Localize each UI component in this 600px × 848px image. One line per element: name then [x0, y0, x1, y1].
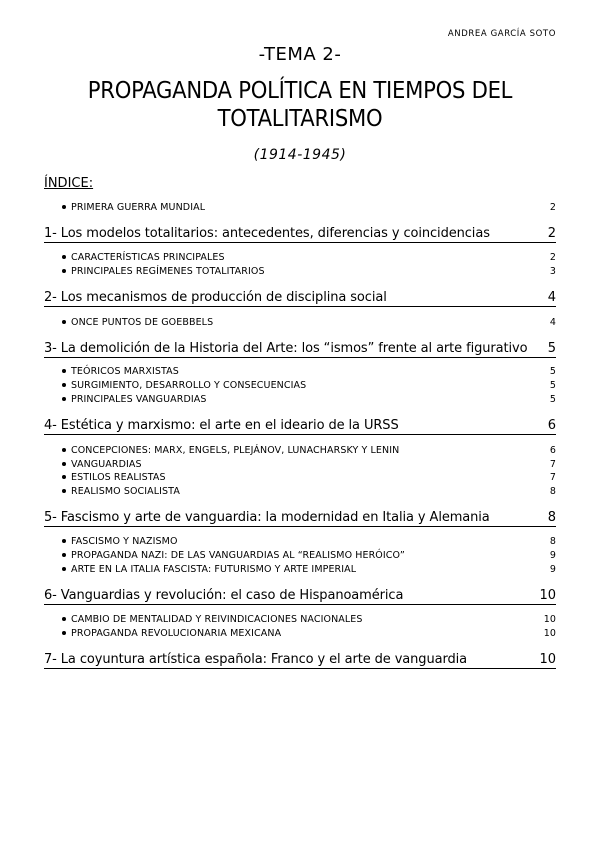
- toc-section-label: 5- Fascismo y arte de vanguardia: la modernidad en Italia y Alemania: [44, 510, 490, 525]
- toc-page-number: 6: [549, 445, 556, 456]
- toc-section-label: 6- Vanguardias y revolución: el caso de Hispanoamérica: [44, 588, 404, 603]
- toc-subitem-label: CONCEPCIONES: MARX, ENGELS, PLEJÁNOV, LUNACHARSKY Y LENIN: [62, 444, 399, 457]
- bullet-icon: [62, 320, 66, 324]
- toc-subitem: [62, 613, 556, 626]
- bullet-icon: [62, 539, 66, 543]
- date-range: (1914-1945): [253, 147, 347, 163]
- toc-section-4: [44, 417, 556, 435]
- toc-subitem: [62, 379, 556, 392]
- toc-page-number: 9: [549, 550, 556, 561]
- index-heading: ÍNDICE:: [44, 176, 94, 191]
- toc-subitem: [62, 485, 556, 498]
- toc-page-number: 7: [549, 459, 556, 470]
- toc-subitem: [62, 563, 556, 576]
- toc-subitem-label: PRINCIPALES REGÍMENES TOTALITARIOS: [62, 265, 265, 278]
- toc-page-number: 8: [547, 510, 556, 525]
- toc-page-number: 8: [549, 486, 556, 497]
- bullet-icon: [62, 383, 66, 387]
- bullet-icon: [62, 255, 66, 259]
- toc-page-number: 5: [547, 341, 556, 356]
- title-line-1: PROPAGANDA POLÍTICA EN TIEMPOS DEL: [87, 78, 513, 104]
- toc-subitem-label: CARACTERÍSTICAS PRINCIPALES: [62, 251, 225, 264]
- toc-subitem-label: TEÓRICOS MARXISTAS: [62, 365, 179, 378]
- bullet-icon: [62, 567, 66, 571]
- toc-subitem: [62, 265, 556, 278]
- toc-subitem: [62, 627, 556, 640]
- bullet-icon: [62, 269, 66, 273]
- toc-section-label: 7- La coyuntura artística española: Franco y el arte de vanguardia: [44, 652, 468, 667]
- bullet-icon: [62, 448, 66, 452]
- author-name: ANDREA GARCÍA SOTO: [447, 29, 556, 39]
- toc-section-label: 4- Estética y marxismo: el arte en el ideario de la URSS: [44, 418, 399, 433]
- toc-page-number: 10: [539, 588, 556, 603]
- toc-subitem: [62, 201, 556, 214]
- toc-section-6: [44, 587, 556, 605]
- toc-subitem-label: PROPAGANDA REVOLUCIONARIA MEXICANA: [62, 627, 281, 640]
- toc-section-label: 3- La demolición de la Historia del Arte: los “ismos” frente al arte figurativo: [44, 341, 528, 356]
- toc-section-7: [44, 651, 556, 669]
- toc-page-number: 2: [549, 252, 556, 263]
- toc-subitem: [62, 316, 556, 329]
- toc-subitem: [62, 471, 556, 484]
- bullet-icon: [62, 205, 66, 209]
- toc-page-number: 2: [549, 202, 556, 213]
- toc-subitem: [62, 444, 556, 457]
- toc-page-number: 10: [543, 614, 556, 625]
- bullet-icon: [62, 397, 66, 401]
- toc-section-5: [44, 509, 556, 527]
- bullet-icon: [62, 553, 66, 557]
- toc-page-number: 7: [549, 472, 556, 483]
- toc-page-number: 4: [549, 317, 556, 328]
- toc-page-number: 6: [547, 418, 556, 433]
- toc-subitem-label: ARTE EN LA ITALIA FASCISTA: FUTURISMO Y ARTE IMPERIAL: [62, 563, 356, 576]
- toc-subitem: [62, 458, 556, 471]
- toc-page-number: 2: [547, 226, 556, 241]
- topic-number: -TEMA 2-: [258, 44, 342, 65]
- toc-subitem-label: CAMBIO DE MENTALIDAD Y REIVINDICACIONES NACIONALES: [62, 613, 363, 626]
- toc-subitem-label: PRIMERA GUERRA MUNDIAL: [62, 201, 205, 214]
- toc-page-number: 5: [549, 380, 556, 391]
- toc-subitem-label: FASCISMO Y NAZISMO: [62, 535, 178, 548]
- toc-page-number: 4: [547, 290, 556, 305]
- bullet-icon: [62, 489, 66, 493]
- toc-subitem-label: PRINCIPALES VANGUARDIAS: [62, 393, 207, 406]
- toc-subitem: [62, 251, 556, 264]
- toc-subitem-label: VANGUARDIAS: [62, 458, 142, 471]
- toc-subitem-label: PROPAGANDA NAZI: DE LAS VANGUARDIAS AL “REALISMO HERÓICO”: [62, 549, 405, 562]
- bullet-icon: [62, 462, 66, 466]
- toc-subitem: [62, 365, 556, 378]
- bullet-icon: [62, 617, 66, 621]
- toc-section-1: [44, 225, 556, 243]
- toc-section-label: 1- Los modelos totalitarios: antecedentes, diferencias y coincidencias: [44, 226, 490, 241]
- toc-page-number: 10: [539, 652, 556, 667]
- toc-section-2: [44, 289, 556, 307]
- bullet-icon: [62, 631, 66, 635]
- bullet-icon: [62, 475, 66, 479]
- toc-page-number: 9: [549, 564, 556, 575]
- toc-page-number: 3: [549, 266, 556, 277]
- toc-subitem: [62, 535, 556, 548]
- toc-subitem-label: ESTILOS REALISTAS: [62, 471, 166, 484]
- toc-subitem-label: SURGIMIENTO, DESARROLLO Y CONSECUENCIAS: [62, 379, 306, 392]
- toc-section-label: 2- Los mecanismos de producción de disciplina social: [44, 290, 387, 305]
- toc-page-number: 5: [549, 394, 556, 405]
- toc-subitem-label: REALISMO SOCIALISTA: [62, 485, 180, 498]
- title-line-2: TOTALITARISMO: [217, 106, 383, 132]
- toc-page-number: 5: [549, 366, 556, 377]
- document-title: [61, 77, 539, 133]
- toc-section-3: [44, 340, 556, 358]
- toc-page-number: 10: [543, 628, 556, 639]
- toc-subitem: [62, 393, 556, 406]
- toc-page-number: 8: [549, 536, 556, 547]
- bullet-icon: [62, 369, 66, 373]
- toc-subitem: [62, 549, 556, 562]
- toc-subitem-label: ONCE PUNTOS DE GOEBBELS: [62, 316, 213, 329]
